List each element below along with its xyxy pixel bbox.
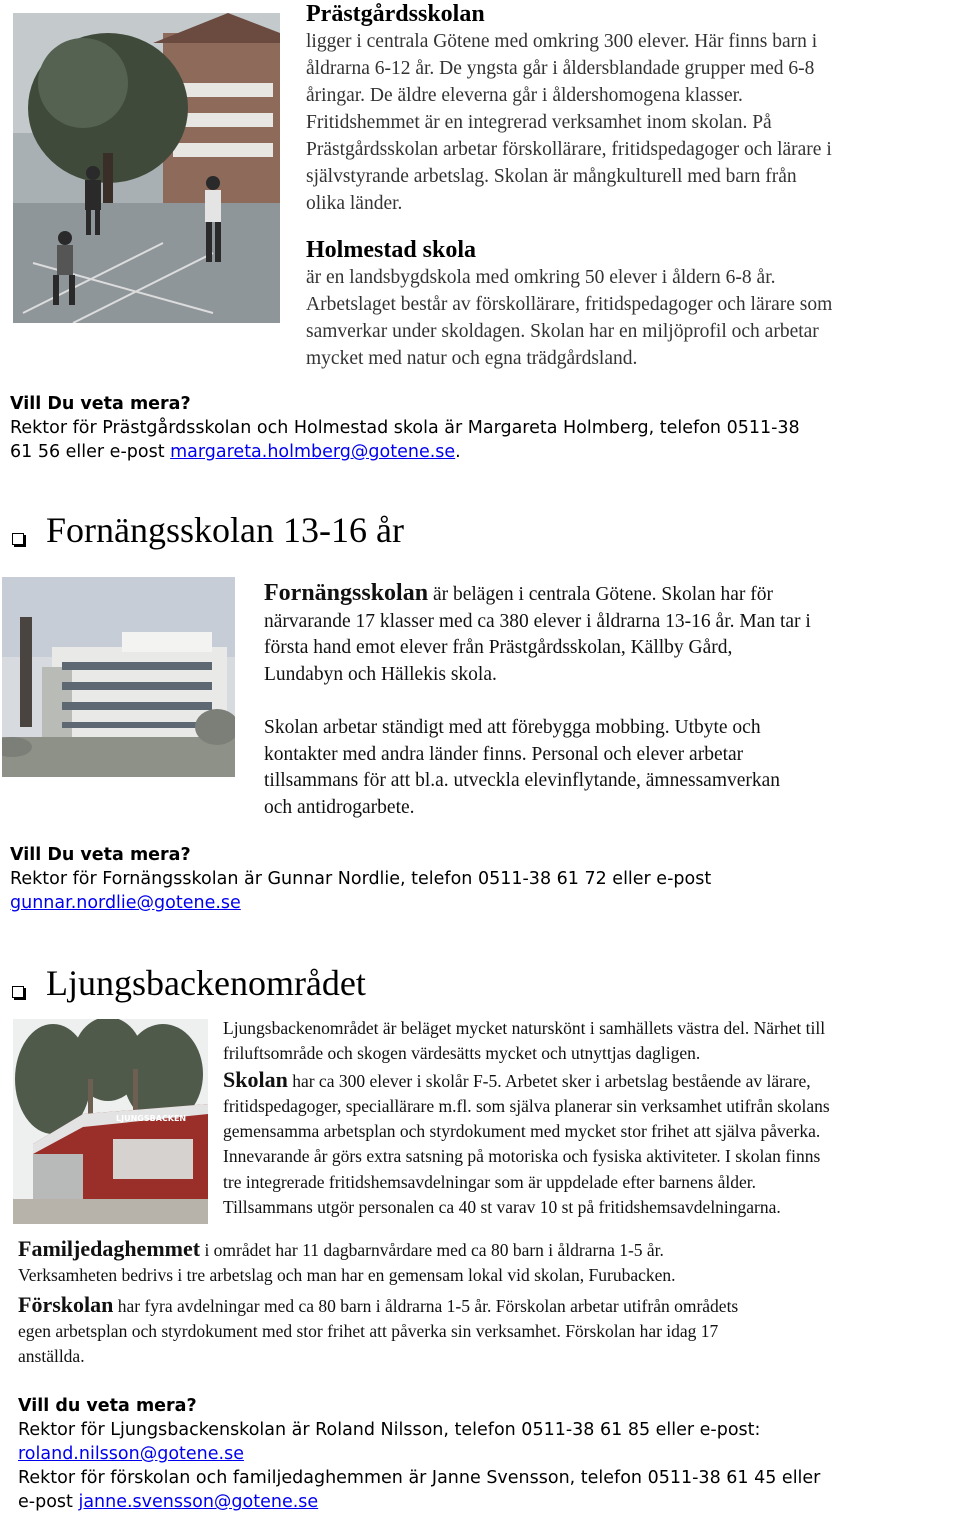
fornang-line: och antidrogarbete.: [264, 796, 415, 818]
email-link-svensson[interactable]: janne.svensson@gotene.se: [78, 1492, 319, 1512]
intro-line: Ljungsbackenområdet är beläget mycket naturskönt i samhällets västra del. Närhet till: [223, 1018, 826, 1038]
contact-question: Vill du veta mera?: [18, 1396, 197, 1416]
fam-text: i området har 11 dagbarnvårdare med ca 80 barn i åldrarna 1-5 år.: [200, 1240, 664, 1260]
fornang-line: närvarande 17 klasser med ca 380 elever i åldrarna 13-16 år. Man tar i: [264, 610, 811, 632]
fornangsskolan-photo: [2, 577, 235, 777]
intro-line: friluftsområde och skogen värdesätts mycket och utnyttjas dagligen.: [223, 1043, 701, 1064]
fors-line: [18, 1292, 958, 1319]
contact-prastgard: [10, 392, 955, 464]
holmestad-description: [306, 236, 956, 372]
skolan-lead: Skolan: [223, 1066, 288, 1092]
contact-line: [18, 1490, 958, 1514]
contact-question: Vill Du veta mera?: [10, 845, 191, 865]
contact-line: Rektor för förskolan och familjedaghemmen är Janne Svensson, telefon 0511-38 61 45 eller: [18, 1468, 821, 1488]
contact-text: 61 56 eller e-post: [10, 442, 171, 462]
fors-line: anställda.: [18, 1346, 85, 1366]
prastgard-line: Prästgårdsskolan arbetar förskollärare, fritidspedagoger och lärare i: [306, 139, 832, 160]
fornang-text: är belägen i centrala Götene. Skolan har för: [428, 584, 773, 605]
contact-line: Rektor för Prästgårdsskolan och Holmestad skola är Margareta Holmberg, telefon 0511-38: [10, 418, 800, 438]
contact-question: Vill Du veta mera?: [10, 394, 191, 414]
fornang-line: [264, 580, 954, 609]
fornang-line: tillsammans för att bl.a. utveckla elevinflytande, ämnessamverkan: [264, 770, 781, 791]
ljungsbacken-intro: [223, 1016, 960, 1220]
contact-line: Rektor för Ljungsbackenskolan är Roland Nilsson, telefon 0511-38 61 85 eller e-post:: [18, 1420, 761, 1440]
fornang-line: Skolan arbetar ständigt med att förebygga mobbing. Utbyte och: [264, 717, 761, 738]
fornang-line: första hand emot elever från Prästgårdsskolan, Källby Gård,: [264, 637, 733, 658]
holmestad-line: Arbetslaget består av förskollärare, fritidspedagoger och lärare som: [306, 294, 833, 315]
prastgard-line: åldrarna 6-12 år. De yngsta går i åldersblandade grupper med 6-8: [306, 58, 815, 79]
skolan-line: fritidspedagoger, speciallärare m.fl. som själva planerar sin verksamhet utifrån skolans: [223, 1095, 830, 1116]
prastgard-line: olika länder.: [306, 193, 403, 214]
bullet-square-icon: [12, 533, 24, 545]
fornang-line: kontakter med andra länder finns. Personal och elever arbetar: [264, 743, 744, 765]
bullet-square-icon: [12, 986, 24, 998]
fam-line: Verksamheten bedrivs i tre arbetslag och man har en gemensam lokal vid skolan, Furubacken.: [18, 1265, 676, 1285]
prastgard-line: åringar. De äldre eleverna går i åldershomogena klasser.: [306, 85, 743, 106]
skolan-text: har ca 300 elever i skolår F-5. Arbetet sker i arbetslag bestående av lärare,: [287, 1070, 811, 1091]
contact-fornang: [10, 843, 955, 915]
heading-fornangsskolan: Fornängsskolan 13-16 år: [46, 510, 404, 550]
prastgard-line: självstyrande arbetslag. Skolan är mångkulturell med barn från: [306, 166, 797, 187]
fam-line: [18, 1236, 958, 1263]
prastgard-line: ligger i centrala Götene med omkring 300 elever. Här finns barn i: [306, 31, 818, 52]
contact-line: [10, 891, 955, 915]
prastgard-title: Prästgårdsskolan: [306, 1, 485, 27]
fors-line: egen arbetsplan och styrdokument med stor frihet att påverka sin verksamhet. Förskolan har idag 17: [18, 1321, 719, 1341]
email-link-nordlie[interactable]: gunnar.nordlie@gotene.se: [10, 893, 241, 913]
skolan-line: [223, 1067, 960, 1094]
contact-line: [18, 1442, 958, 1466]
holmestad-line: mycket med natur och egna trädgårdsland.: [306, 348, 638, 369]
contact-ljungsbacken: [18, 1394, 958, 1514]
ljungsbacken-photo: [13, 1019, 208, 1224]
skolan-line: gemensamma arbetsplan och styrdokument med mycket stor frihet att själva påverka.: [223, 1121, 821, 1142]
skolan-line: tre integrerade fritidshemsavdelningar som är uppdelade efter barnens ålder.: [223, 1171, 757, 1192]
email-link-holmberg[interactable]: margareta.holmberg@gotene.se: [170, 442, 456, 462]
prastgard-line: Fritidshemmet är en integrerad verksamhet inom skolan. På: [306, 112, 772, 133]
holmestad-line: är en landsbygdskola med omkring 50 elever i åldern 6-8 år.: [306, 267, 776, 288]
fors-text: har fyra avdelningar med ca 80 barn i åldrarna 1-5 år. Förskolan arbetar utifrån områdets: [113, 1296, 739, 1316]
holmestad-title: Holmestad skola: [306, 237, 477, 263]
schoolyard-photo: [13, 13, 280, 323]
prastgard-description: [306, 0, 956, 217]
holmestad-line: samverkar under skoldagen. Skolan har en miljöprofil och arbetar: [306, 321, 819, 342]
ljungsbacken-sign-text: LJUNGSBACKEN: [116, 1114, 187, 1123]
email-link-nilsson[interactable]: roland.nilsson@gotene.se: [18, 1444, 244, 1464]
fors-lead: Förskolan: [18, 1292, 114, 1317]
fam-lead: Familjedaghemmet: [18, 1236, 201, 1261]
skolan-line: Tillsammans utgör personalen ca 40 st varav 10 st på fritidshemsavdelningarna.: [223, 1197, 781, 1218]
fornang-lead: Fornängsskolan: [264, 580, 429, 606]
contact-text: .: [455, 442, 461, 462]
heading-ljungsbacken: Ljungsbackenområdet: [46, 963, 366, 1003]
contact-text: e-post: [18, 1492, 79, 1512]
contact-line: [10, 440, 955, 464]
skolan-line: Innevarande år görs extra satsning på motoriska och fysiska aktiviteter. I skolan finns: [223, 1146, 821, 1167]
fornangsskolan-description: [264, 580, 954, 821]
fornang-line: Lundabyn och Hällekis skola.: [264, 663, 497, 685]
contact-line: Rektor för Fornängsskolan är Gunnar Nordlie, telefon 0511-38 61 72 eller e-post: [10, 869, 712, 889]
familjedaghemmet-description: [18, 1236, 958, 1369]
